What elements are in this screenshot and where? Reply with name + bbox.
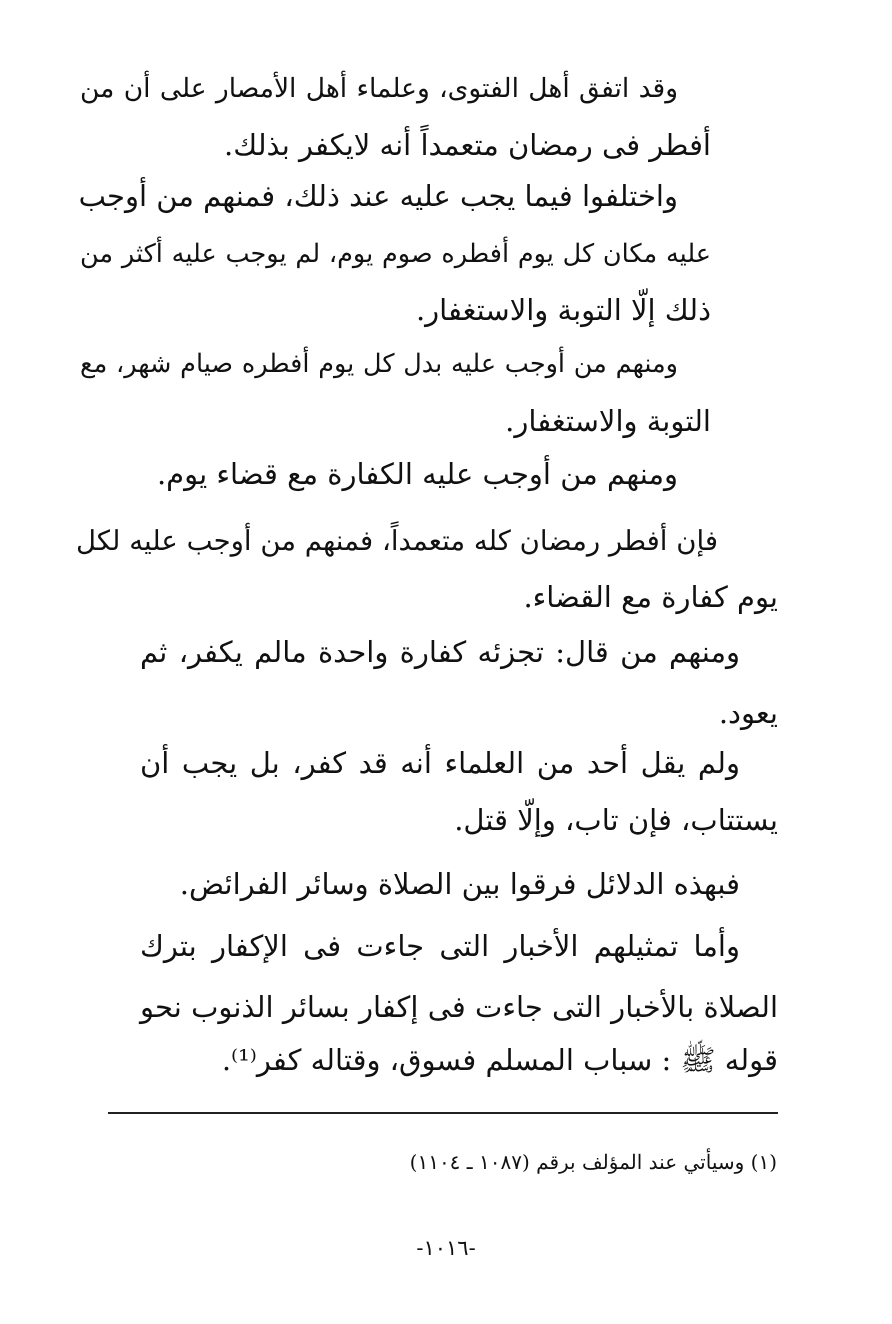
footnote-separator [108,1112,778,1114]
body-line: وأما تمثيلهم الأخبار التى جاءت فى الإكفار بترك [140,929,740,963]
page-number: -١٠١٦- [416,1236,476,1260]
footnote: (١) وسيأتي عند المؤلف برقم (١٠٨٧ ـ ١١٠٤) [409,1150,777,1174]
body-line: يوم كفارة مع القضاء. [523,580,778,614]
body-line: فبهذه الدلائل فرقوا بين الصلاة وسائر الفرائض. [179,867,740,901]
body-line: ومنهم من قال: تجزئه كفارة واحدة مالم يكفر، ثم [140,635,740,669]
body-line: الصلاة بالأخبار التى جاءت فى إكفار بسائر الذنوب نحو [140,990,778,1024]
body-line: قوله ﷺ : سباب المسلم فسوق، وقتاله كفر⁽¹⁾. [221,1043,778,1077]
body-line: واختلفوا فيما يجب عليه عند ذلك، فمنهم من أوجب [78,179,678,213]
body-line: ولم يقل أحد من العلماء أنه قد كفر، بل يجب أن [140,746,740,780]
body-line: يستتاب، فإن تاب، وإلّا قتل. [454,803,778,837]
body-line: ومنهم من أوجب عليه الكفارة مع قضاء يوم. [156,457,678,491]
body-line: التوبة والاستغفار. [505,404,711,438]
body-line: ومنهم من أوجب عليه بدل كل يوم أفطره صيام شهر، مع [80,349,678,379]
body-line: يعود. [718,696,778,730]
body-line: عليه مكان كل يوم أفطره صوم يوم، لم يوجب عليه أكثر من [80,239,711,269]
body-line: فإن أفطر رمضان كله متعمداً، فمنهم من أوجب عليه لكل [76,525,718,557]
body-line: ذلك إلّا التوبة والاستغفار. [415,293,711,327]
body-line: وقد اتفق أهل الفتوى، وعلماء أهل الأمصار على أن من [80,73,678,104]
body-line: أفطر فى رمضان متعمداً أنه لايكفر بذلك. [224,128,711,162]
